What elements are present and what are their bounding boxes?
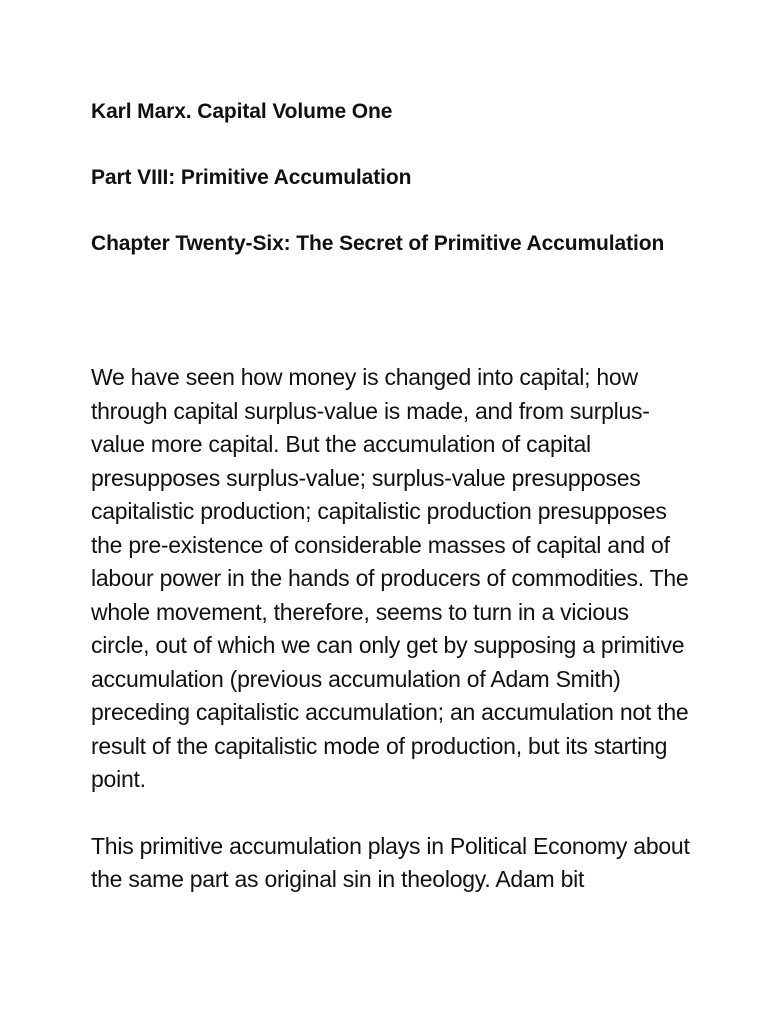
- body-paragraph: We have seen how money is changed into capital; how through capital surplus-value is made, and from surplus-value more capital. But the accumulation of capital presupposes surplus-value; surplus-value presupposes capitalistic production; capitalistic production presupposes the pre-existence of considerable masses of capital and of labour power in the hands of producers of commodities. The whole movement, therefore, seems to turn in a vicious circle, out of which we can only get by supposing a primitive accumulation (previous accumulation of Adam Smith) preceding capitalistic accumulation; an accumulation not the result of the capitalistic mode of production, but its starting point.: [91, 364, 689, 792]
- document-page: [91, 95, 691, 897]
- body-paragraph: This primitive accumulation plays in Political Economy about the same part as original sin in theology. Adam bit: [91, 832, 690, 892]
- chapter-heading: Chapter Twenty-Six: The Secret of Primitive Accumulation: [91, 232, 665, 255]
- part-heading: Part VIII: Primitive Accumulation: [91, 166, 412, 189]
- document-title: Karl Marx. Capital Volume One: [91, 100, 393, 123]
